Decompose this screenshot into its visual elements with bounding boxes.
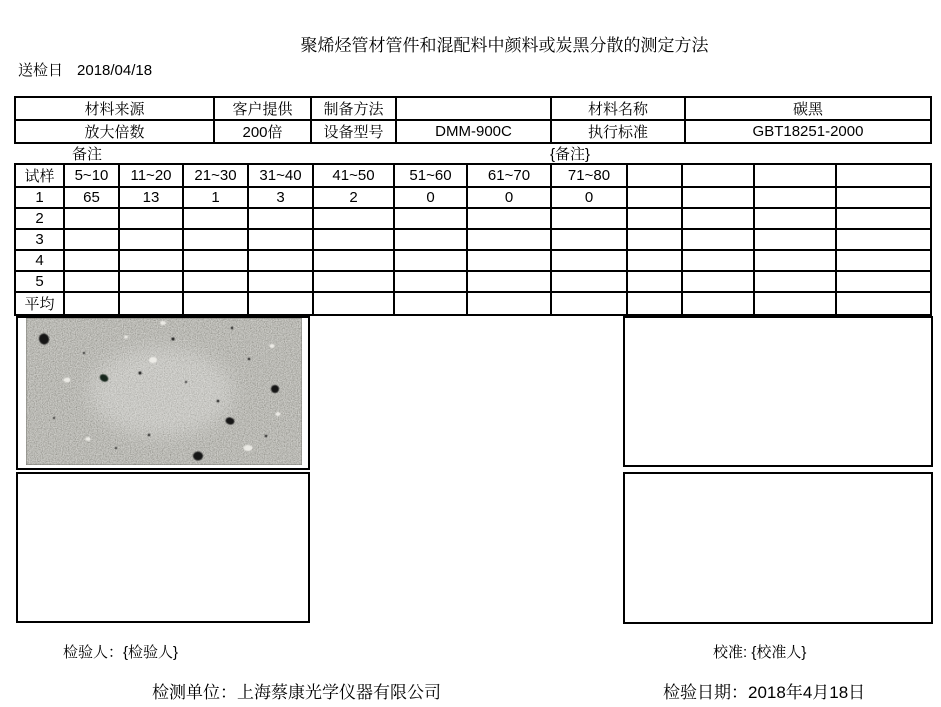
data-cell: 平均: [15, 292, 64, 315]
column-header: 21~30: [183, 164, 248, 187]
data-cell: [682, 250, 754, 271]
data-cell: [394, 208, 467, 229]
data-cell: [754, 292, 836, 315]
data-table-row: [15, 271, 931, 292]
result-image-box-left-top: [16, 316, 310, 470]
data-cell: [119, 292, 183, 315]
data-cell: [183, 250, 248, 271]
info-cell: 材料来源: [15, 97, 214, 120]
data-cell: [64, 208, 119, 229]
data-cell: [551, 229, 627, 250]
inspector-signature: [63, 641, 178, 662]
info-cell: [396, 97, 551, 120]
info-cell: 碳黑: [685, 97, 931, 120]
data-cell: [627, 292, 682, 315]
data-cell: 1: [183, 187, 248, 208]
info-cell: 客户提供: [214, 97, 311, 120]
remark-label: 备注: [72, 146, 103, 163]
info-table-row: [15, 97, 931, 120]
data-cell: [551, 250, 627, 271]
data-cell: [467, 229, 551, 250]
data-cell: [682, 187, 754, 208]
info-cell: 制备方法: [311, 97, 396, 120]
column-header: 71~80: [551, 164, 627, 187]
data-cell: [551, 208, 627, 229]
data-cell: [64, 250, 119, 271]
data-cell: [627, 271, 682, 292]
submission-date-label: 送检日: [18, 62, 64, 79]
data-cell: [836, 229, 931, 250]
testing-unit-label: 检测单位：: [152, 683, 237, 702]
data-cell: 3: [248, 187, 313, 208]
data-cell: [119, 208, 183, 229]
data-cell: [754, 250, 836, 271]
data-cell: [119, 250, 183, 271]
data-cell: [836, 292, 931, 315]
data-cell: [682, 208, 754, 229]
submission-date-value: 2018/04/18: [77, 62, 153, 79]
data-table-row: [15, 250, 931, 271]
data-cell: [754, 187, 836, 208]
data-cell: 2: [313, 187, 394, 208]
data-cell: 3: [15, 229, 64, 250]
data-cell: [183, 229, 248, 250]
data-cell: [183, 208, 248, 229]
data-cell: [627, 229, 682, 250]
column-header: 61~70: [467, 164, 551, 187]
microscope-sample-image: [26, 318, 302, 465]
info-table: [14, 96, 932, 144]
data-cell: [836, 250, 931, 271]
data-cell: 4: [15, 250, 64, 271]
data-cell: [682, 229, 754, 250]
test-date-value: 2018年4月18日: [748, 683, 866, 702]
result-image-box-left-bottom: [16, 472, 310, 623]
data-cell: [836, 271, 931, 292]
info-cell: 执行标准: [551, 120, 685, 143]
data-cell: [754, 229, 836, 250]
data-cell: [248, 292, 313, 315]
info-cell: 材料名称: [551, 97, 685, 120]
calibrator-label: 校准:: [713, 644, 752, 661]
data-cell: 65: [64, 187, 119, 208]
column-header: [754, 164, 836, 187]
data-cell: [836, 208, 931, 229]
data-cell: [64, 271, 119, 292]
data-cell: [551, 292, 627, 315]
data-cell: [313, 292, 394, 315]
data-table-row: [15, 208, 931, 229]
data-cell: [248, 271, 313, 292]
data-cell: [467, 292, 551, 315]
column-header: [836, 164, 931, 187]
data-cell: 1: [15, 187, 64, 208]
data-cell: 0: [394, 187, 467, 208]
data-cell: 13: [119, 187, 183, 208]
data-cell: [627, 250, 682, 271]
column-header: [682, 164, 754, 187]
column-header: 11~20: [119, 164, 183, 187]
column-header: 41~50: [313, 164, 394, 187]
data-cell: [183, 292, 248, 315]
data-cell: [313, 208, 394, 229]
inspector-label: 检验人：: [63, 644, 124, 661]
data-table-row: [15, 229, 931, 250]
data-cell: [682, 292, 754, 315]
data-cell: [64, 229, 119, 250]
testing-unit-value: 上海蔡康光学仪器有限公司: [237, 683, 441, 702]
result-image-box-right-bottom: [623, 472, 933, 624]
data-cell: [119, 271, 183, 292]
data-cell: [248, 250, 313, 271]
data-cell: [682, 271, 754, 292]
info-cell: DMM-900C: [396, 120, 551, 143]
column-header: 试样: [15, 164, 64, 187]
inspector-value: {检验人}: [123, 644, 179, 661]
data-cell: [394, 250, 467, 271]
info-cell: 200倍: [214, 120, 311, 143]
info-table-row: [15, 120, 931, 143]
data-cell: [467, 271, 551, 292]
data-cell: [248, 208, 313, 229]
data-cell: [248, 229, 313, 250]
data-cell: [313, 271, 394, 292]
data-cell: 5: [15, 271, 64, 292]
data-cell: 2: [15, 208, 64, 229]
page-title: 聚烯烃管材管件和混配料中颜料或炭黑分散的测定方法: [300, 36, 709, 55]
data-cell: [183, 271, 248, 292]
testing-unit: [152, 678, 441, 703]
info-cell: 设备型号: [311, 120, 396, 143]
info-cell: GBT18251-2000: [685, 120, 931, 143]
data-table-row: [15, 187, 931, 208]
data-cell: 0: [551, 187, 627, 208]
data-cell: [836, 187, 931, 208]
data-cell: [119, 229, 183, 250]
column-header: 51~60: [394, 164, 467, 187]
data-cell: [467, 208, 551, 229]
test-date-label: 检验日期：: [663, 683, 748, 702]
column-header: 5~10: [64, 164, 119, 187]
data-cell: [313, 250, 394, 271]
column-header: [627, 164, 682, 187]
submission-date: [18, 59, 152, 80]
calibrator-signature: [713, 641, 806, 662]
data-cell: [627, 208, 682, 229]
test-date: [663, 678, 865, 703]
data-cell: [394, 229, 467, 250]
column-header: 31~40: [248, 164, 313, 187]
data-table-row: [15, 292, 931, 315]
result-image-box-right-top: [623, 316, 933, 467]
data-cell: 0: [467, 187, 551, 208]
data-cell: [551, 271, 627, 292]
data-cell: [627, 187, 682, 208]
data-cell: [64, 292, 119, 315]
data-table-header-row: [15, 164, 931, 187]
data-cell: [467, 250, 551, 271]
calibrator-value: {校准人}: [751, 644, 807, 661]
data-cell: [754, 271, 836, 292]
data-cell: [394, 271, 467, 292]
data-cell: [754, 208, 836, 229]
data-cell: [313, 229, 394, 250]
data-cell: [394, 292, 467, 315]
info-cell: 放大倍数: [15, 120, 214, 143]
dispersion-data-table: [14, 163, 932, 316]
remark-placeholder: {备注}: [550, 146, 591, 163]
